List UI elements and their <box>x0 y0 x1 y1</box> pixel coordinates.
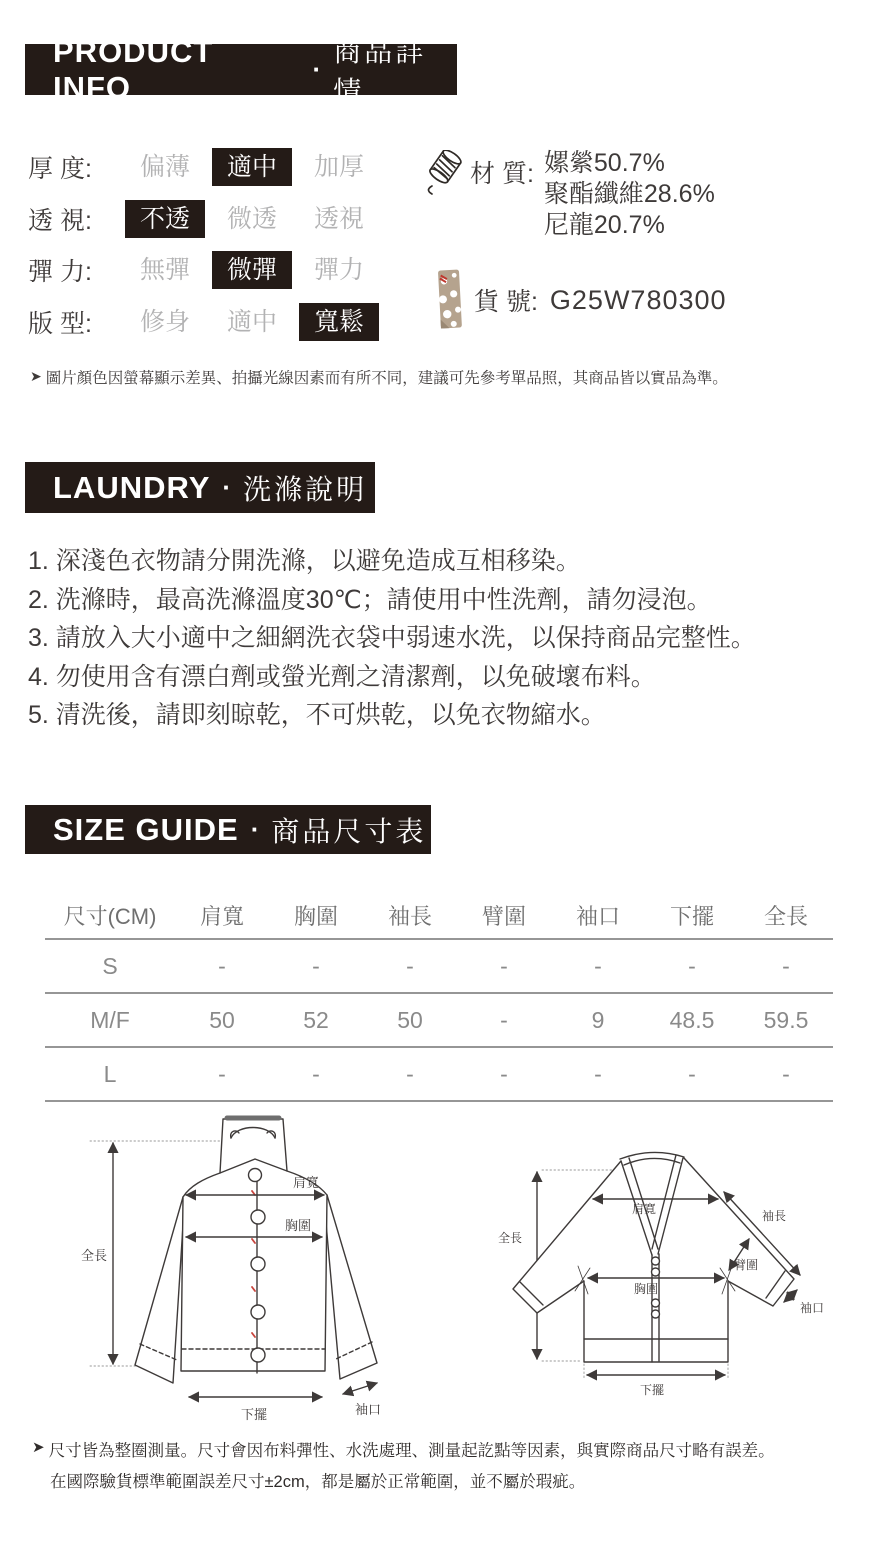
label-cuff: 袖口 <box>355 1402 382 1417</box>
attr-option: 適中 <box>226 307 277 336</box>
label-shoulder: 肩寬 <box>632 1202 657 1216</box>
table-cell: S <box>102 952 118 979</box>
footnote-line-1 <box>32 1437 842 1461</box>
attr-option: 修身 <box>139 307 190 336</box>
size-table <box>45 893 833 1102</box>
table-cell: - <box>500 1006 508 1033</box>
col-header: 肩寬 <box>199 904 244 929</box>
title-dot-separator: · <box>250 814 260 844</box>
table-cell: - <box>594 1060 602 1087</box>
footnote-text-2: 在國際驗貨標準範圍誤差尺寸±2cm，都是屬於正常範圍，並不屬於瑕疵。 <box>50 1473 586 1491</box>
product-info-title-en: PRODUCT INFO <box>53 33 214 105</box>
label-sleeve-length: 袖長 <box>762 1209 787 1223</box>
table-cell: 48.5 <box>669 1006 715 1033</box>
footnote-line-2 <box>50 1468 842 1492</box>
col-header: 袖長 <box>387 904 432 929</box>
label-chest: 胸圍 <box>634 1282 659 1296</box>
attribute-label: 透 視: <box>28 206 92 235</box>
table-cell: - <box>312 1060 320 1087</box>
col-header: 胸圍 <box>293 904 338 929</box>
col-header: 全長 <box>763 904 808 929</box>
laundry-instruction-list <box>28 542 756 735</box>
attr-option: 適中 <box>212 148 292 186</box>
material-block <box>424 148 715 241</box>
attribute-row-stretch <box>28 251 379 289</box>
attribute-list <box>28 148 379 354</box>
table-cell: 50 <box>209 1006 235 1033</box>
jacket-measure-diagram <box>55 1113 485 1435</box>
attr-option: 加厚 <box>313 153 364 181</box>
table-cell: - <box>688 1060 696 1087</box>
label-hem: 下擺 <box>241 1407 268 1422</box>
thread-spool-icon <box>424 150 468 196</box>
item-number-block <box>436 268 727 332</box>
footnote-text-1: 尺寸皆為整圈測量。尺寸會因布料彈性、水洗處理、測量起訖點等因素，與實際商品尺寸略有誤差。 <box>48 1442 775 1460</box>
table-cell: - <box>500 952 508 979</box>
material-values <box>544 148 715 241</box>
attribute-row-fit <box>28 303 379 341</box>
attribute-row-sheerness <box>28 200 379 238</box>
attr-option: 微透 <box>226 204 277 233</box>
attr-option: 微彈 <box>212 251 292 289</box>
size-table-row-s <box>45 940 833 994</box>
attribute-label: 厚 度: <box>28 155 92 183</box>
table-cell: - <box>500 1060 508 1087</box>
table-cell: - <box>218 952 226 979</box>
size-table-row-l <box>45 1048 833 1102</box>
label-cuff: 袖口 <box>800 1301 825 1315</box>
attribute-options <box>125 303 379 341</box>
item-number-label: 貨 號: <box>474 288 538 316</box>
measurement-footnote <box>32 1437 842 1492</box>
label-hem: 下擺 <box>640 1383 665 1397</box>
laundry-title-zh: 洗滌說明 <box>243 473 368 505</box>
size-guide-title-en: SIZE GUIDE <box>53 811 239 847</box>
table-cell: M/F <box>90 1006 130 1033</box>
table-cell: - <box>594 952 602 979</box>
attr-option: 寬鬆 <box>299 303 379 341</box>
label-arm: 臂圍 <box>734 1258 759 1272</box>
laundry-item: 1. 深淺色衣物請分開洗滌，以避免造成互相移染。 <box>28 547 581 575</box>
attribute-options <box>125 251 379 289</box>
col-header: 袖口 <box>575 904 620 929</box>
laundry-item: 4. 勿使用含有漂白劑或螢光劑之清潔劑，以免破壞布料。 <box>28 662 656 691</box>
table-cell: - <box>218 1060 226 1087</box>
color-disclaimer-note <box>30 366 850 388</box>
product-info-header <box>25 33 457 107</box>
material-label: 材 質: <box>470 160 534 188</box>
table-cell: 50 <box>397 1006 423 1033</box>
title-dot-separator: · <box>222 472 232 502</box>
table-cell: L <box>103 1060 117 1087</box>
attr-option: 偏薄 <box>139 153 190 181</box>
table-cell: - <box>406 1060 414 1087</box>
cardigan-measure-diagram <box>482 1142 872 1407</box>
clothing-tag-icon <box>436 268 464 332</box>
laundry-item: 5. 清洗後，請即刻晾乾，不可烘乾，以免衣物縮水。 <box>28 701 606 730</box>
title-dot-separator: · <box>312 54 322 84</box>
attribute-row-thickness <box>28 148 379 186</box>
material-line: 嫘縈50.7% <box>543 149 665 177</box>
attr-option: 彈力 <box>313 256 364 284</box>
table-cell: 59.5 <box>763 1006 809 1033</box>
table-cell: - <box>782 952 790 979</box>
laundry-item: 3. 請放入大小適中之細網洗衣袋中弱速水洗，以保持商品完整性。 <box>28 624 756 653</box>
note-text: 圖片顏色因螢幕顯示差異、拍攝光線因素而有所不同，建議可先參考單品照，其商品皆以實品為準。 <box>45 370 728 387</box>
size-table-header-row <box>45 893 833 940</box>
attr-option: 無彈 <box>139 256 190 284</box>
attr-option: 透視 <box>313 204 364 233</box>
size-guide-header <box>25 805 431 854</box>
material-line: 尼龍20.7% <box>543 211 665 239</box>
note-arrow-icon: ➤ <box>32 1439 45 1456</box>
col-header: 下擺 <box>669 904 714 929</box>
material-line: 聚酯纖維28.6% <box>543 180 715 208</box>
table-cell: - <box>312 952 320 979</box>
laundry-header <box>25 462 375 513</box>
attribute-options <box>125 148 379 186</box>
attribute-label: 彈 力: <box>28 258 92 286</box>
table-cell: - <box>782 1060 790 1087</box>
note-arrow-icon: ➤ <box>30 368 42 384</box>
item-number-value: G25W780300 <box>549 284 727 315</box>
attribute-label: 版 型: <box>28 309 92 338</box>
col-header: 臂圍 <box>481 904 526 929</box>
laundry-item: 2. 洗滌時，最高洗滌溫度30℃；請使用中性洗劑，請勿浸泡。 <box>28 585 712 614</box>
laundry-title-en: LAUNDRY <box>53 469 211 505</box>
table-cell: 9 <box>591 1006 605 1033</box>
product-info-title-zh: 商品詳情 <box>333 35 427 107</box>
label-shoulder: 肩寬 <box>293 1175 320 1190</box>
label-chest: 胸圍 <box>285 1218 312 1233</box>
col-header: 尺寸(CM) <box>63 904 157 929</box>
attr-option: 不透 <box>125 200 205 238</box>
table-cell: - <box>406 952 414 979</box>
label-full-length: 全長 <box>498 1231 523 1245</box>
label-full-length: 全長 <box>81 1248 108 1263</box>
attribute-options <box>125 200 379 238</box>
table-cell: 52 <box>303 1006 329 1033</box>
table-cell: - <box>688 952 696 979</box>
size-table-row-mf <box>45 994 833 1048</box>
size-guide-title-zh: 商品尺寸表 <box>271 815 427 847</box>
